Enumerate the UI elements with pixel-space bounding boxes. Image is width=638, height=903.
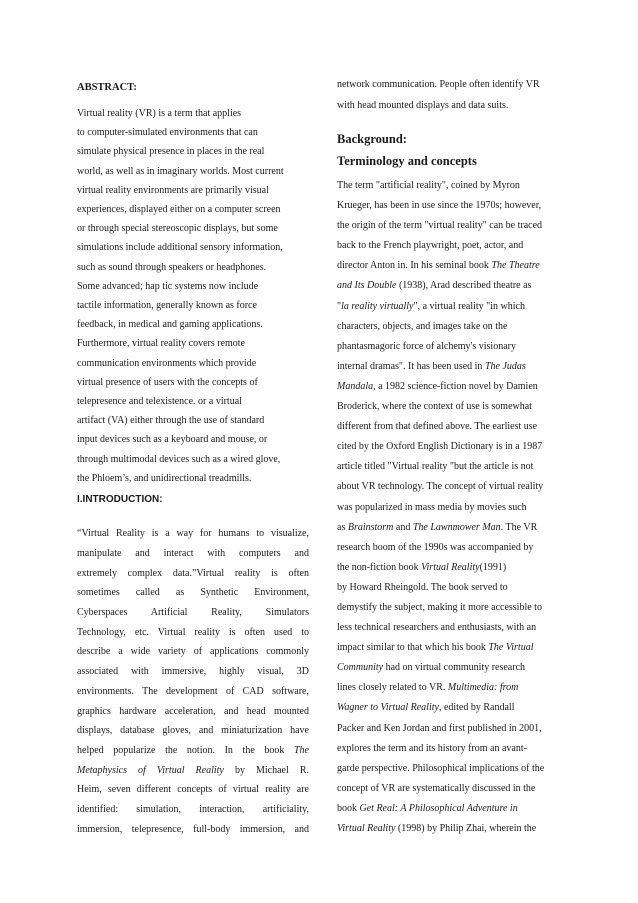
intro-line: associated with immersive, highly visual, 3D [77, 666, 309, 678]
intro-line: immersion, telepresence, full-body immersion, and [77, 823, 309, 835]
intro-line [77, 761, 309, 781]
intro-text: helped popularize the notion. In the book [77, 744, 294, 756]
body-line [337, 276, 569, 296]
body-text: ", a virtual reality "in which [413, 300, 525, 312]
movie-title: The Lawnmower Man [412, 521, 501, 533]
body-text: , edited by Randall [438, 702, 515, 714]
abstract-line: Some advanced; hap tic systems now include [77, 280, 259, 292]
body-line: by Howard Rheingold. The book served to [337, 581, 508, 593]
body-text: had on virtual community research [383, 662, 526, 674]
body-line [337, 297, 569, 317]
abstract-line: input devices such as a keyboard and mouse, or [77, 434, 268, 446]
body-line: phantasmagoric force of alchemy's visionary [337, 340, 516, 352]
abstract-line: communication environments which provide [77, 357, 257, 369]
abstract-line: or through special stereoscopic displays, but some [77, 223, 278, 235]
introduction-section [77, 490, 309, 839]
body-line: Krueger, has been in use since the 1970s; however, [337, 200, 542, 212]
body-line: about VR technology. The concept of virtual reality [337, 481, 544, 493]
body-line: the origin of the term "virtual reality" can be traced [337, 220, 543, 232]
book-title: Mandala [337, 380, 374, 392]
abstract-line: virtual presence of users with the concepts of [77, 376, 258, 388]
body-line [337, 558, 569, 578]
abstract-line: such as sound through speakers or headphones. [77, 261, 267, 273]
body-line: Packer and Ken Jordan and first published in 2001, [337, 722, 542, 734]
continued-text [337, 74, 569, 116]
body-line: explores the term and its history from an avant- [337, 742, 527, 754]
body-line [337, 638, 569, 658]
body-text: director Anton in. In his seminal book [337, 260, 492, 272]
abstract-line: Virtual reality (VR) is a term that applies [77, 108, 242, 119]
book-title: and Its Double [337, 280, 397, 292]
terminology-heading: Terminology and concepts [337, 154, 477, 168]
body-text: the non-fiction book [337, 561, 422, 573]
abstract-line: artifact (VA) either through the use of standard [77, 415, 265, 427]
background-body [337, 176, 569, 839]
abstract-line: virtual reality environments are primarily visual [77, 184, 269, 196]
abstract-line: to computer-simulated environments that can [77, 127, 258, 139]
book-title: Virtual Reality [421, 561, 480, 573]
intro-line: identified: simulation, interaction, artificiality, [77, 804, 309, 816]
intro-line: describe a wide variety of applications commonly [77, 646, 309, 658]
abstract-line: the Phloem’s, and unidirectional treadmills. [77, 472, 252, 484]
body-line [337, 658, 569, 678]
body-text: (1938), Arad described theatre as [396, 280, 532, 292]
book-title: The Theatre [491, 260, 540, 272]
abstract-line: Furthermore, virtual reality covers remote [77, 338, 245, 350]
book-title: Metaphysics of Virtual Reality [77, 764, 224, 776]
body-line [337, 357, 569, 377]
abstract-line: feedback, in medical and gaming applications. [77, 319, 263, 331]
intro-line: “Virtual Reality is a way for humans to visualize, [77, 528, 309, 540]
body-line: back to the French playwright, poet, actor, and [337, 240, 524, 252]
background-heading: Background: [337, 132, 407, 146]
body-line: less technical researchers and enthusiasts, with an [337, 622, 537, 634]
intro-line: manipulate and interact with computers and [77, 547, 309, 559]
introduction-body [77, 524, 309, 839]
body-line [337, 799, 569, 819]
body-text: " [337, 300, 342, 312]
movie-title: Brainstorm [347, 521, 394, 533]
book-title: The Virtual [488, 642, 534, 654]
abstract-line: experiences, displayed either on a computer screen [77, 204, 281, 216]
book-title: Multimedia: from [447, 682, 519, 694]
body-line: concept of VR are systematically discussed in the [337, 782, 536, 794]
background-section [337, 128, 569, 839]
abstract-line: simulations include additional sensory information, [77, 242, 283, 254]
abstract-line: through multimodal devices such as a wired glove, [77, 453, 281, 465]
body-line: garde perspective. Philosophical implications of the [337, 762, 545, 774]
intro-line: environments. The development of CAD software, [77, 685, 309, 697]
body-line: Broderick, where the context of use is somewhat [337, 401, 532, 413]
body-line: The term "artificial reality", coined by Myron [337, 180, 520, 191]
body-text: (1991) [479, 561, 507, 573]
body-line [337, 678, 569, 698]
book-title: The [294, 744, 309, 756]
abstract-line: telepresence and telexistence. or a virtual [77, 396, 242, 408]
body-line [337, 377, 569, 397]
abstract-body [77, 104, 309, 488]
book-title: Wagner to Virtual Reality [337, 702, 439, 714]
intro-line: Cyberspaces Artificial Reality, Simulators [77, 607, 309, 619]
intro-line: extremely complex data.”Virtual reality is often [77, 567, 309, 579]
intro-line: graphics hardware acceleration, and head mounted [77, 705, 309, 717]
intro-line: sometimes called as Synthetic Environment, [77, 587, 309, 599]
intro-line: Heim, seven different concepts of virtual reality are [77, 784, 309, 796]
body-line: was popularized in mass media by movies such [337, 501, 527, 513]
body-line [337, 819, 569, 839]
body-line: article titled "Virtual reality "but the article is not [337, 461, 534, 473]
body-text: (1998) by Philip Zhai, wherein the [395, 823, 537, 834]
book-title: The Judas [484, 360, 526, 372]
abstract-line: world, as well as in imaginary worlds. Most current [77, 165, 284, 177]
book-title: Get Real: A Philosophical Adventure in [359, 802, 518, 814]
body-line [337, 256, 569, 276]
introduction-heading: I.INTRODUCTION: [77, 494, 163, 505]
abstract-line: simulate physical presence in places in the real [77, 146, 265, 158]
intro-text: by Michael R. [223, 764, 309, 776]
body-line: cited by the Oxford English Dictionary is in a 1987 [337, 441, 543, 453]
body-text: book [337, 802, 360, 814]
body-line: characters, objects, and images take on the [337, 320, 508, 332]
book-title: Community [337, 662, 384, 674]
intro-line: displays, database gloves, and miniaturization have [77, 725, 309, 737]
intro-line: Technology, etc. Virtual reality is often used to [77, 626, 309, 638]
abstract-heading: ABSTRACT: [77, 82, 137, 93]
body-text: as [337, 521, 348, 533]
body-line [337, 518, 569, 538]
body-line: different from that defined above. The earliest use [337, 421, 538, 433]
body-line: demystify the subject, making it more accessible to [337, 601, 542, 613]
book-title: Virtual Reality [337, 823, 396, 834]
intro-line [77, 741, 309, 761]
body-text: internal dramas". It has been used in [337, 360, 485, 372]
abstract-line: tactile information, generally known as force [77, 300, 257, 312]
body-text: , a 1982 science-fiction novel by Damien [373, 380, 538, 392]
body-text: lines closely related to VR. [337, 682, 448, 694]
body-line: with head mounted displays and data suits. [337, 100, 509, 111]
body-line: network communication. People often identify VR [337, 79, 540, 90]
quoted-phrase: la reality virtually [341, 300, 414, 312]
body-line [337, 698, 569, 718]
body-text: . The VR [500, 521, 538, 533]
body-text: impact similar to that which his book [337, 642, 489, 654]
body-text: and [393, 521, 413, 533]
body-line: research boom of the 1990s was accompanied by [337, 541, 534, 553]
